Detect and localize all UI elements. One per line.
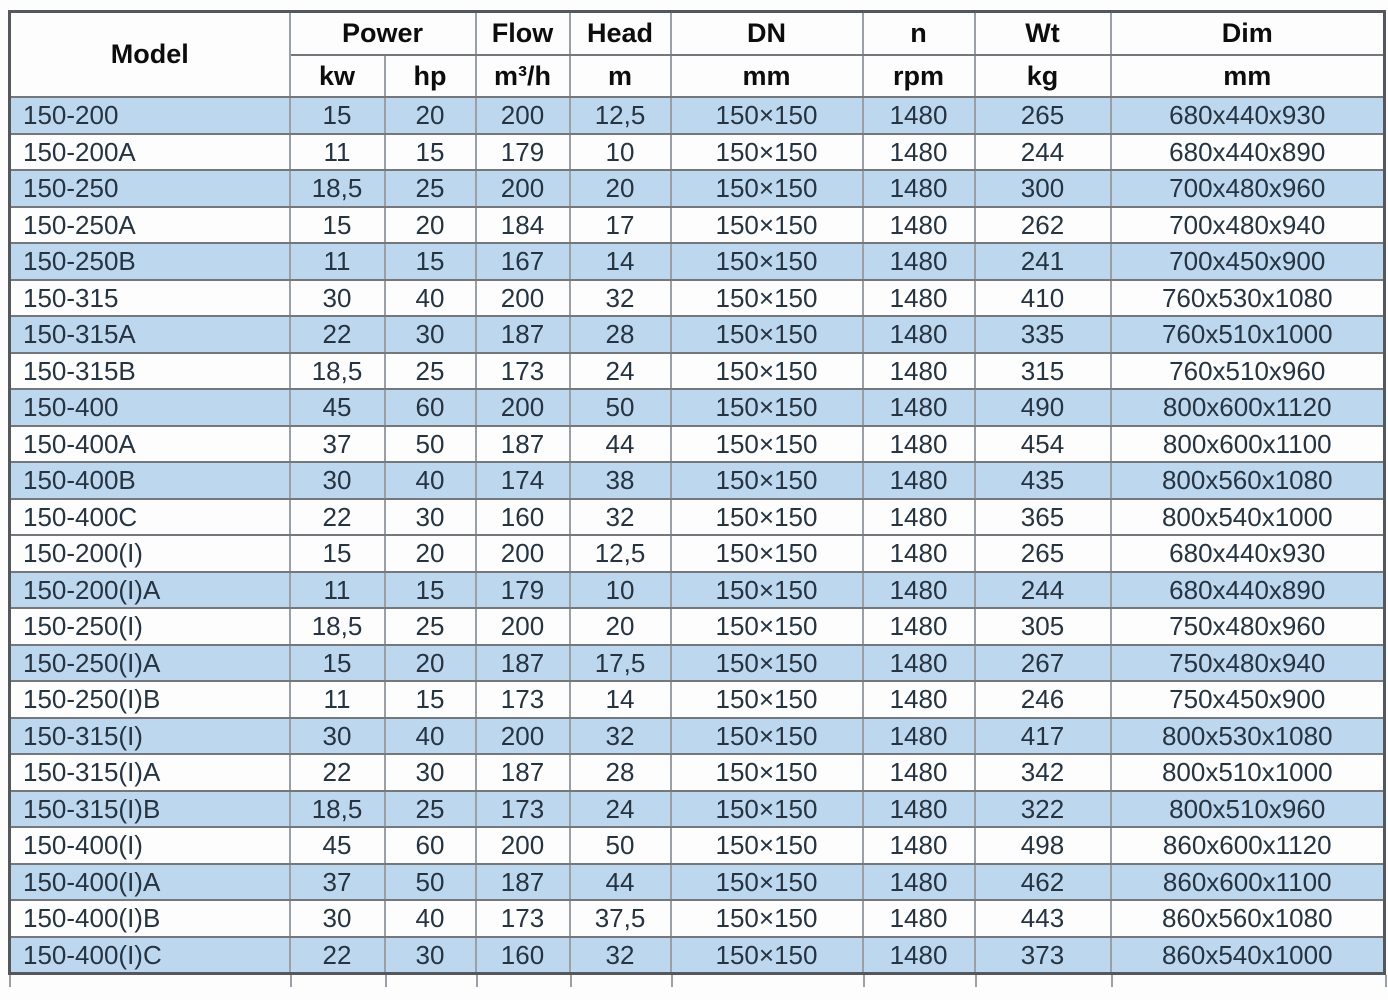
cell-model: 150-250(I)B: [10, 681, 290, 718]
cell-kw: 30: [290, 280, 385, 317]
cell-head: 17: [570, 207, 671, 244]
cell-model: 150-400: [10, 389, 290, 426]
cell-flow: 200: [476, 608, 570, 645]
cell-model: 150-400C: [10, 499, 290, 536]
cell-dim: 750x450x900: [1111, 681, 1385, 718]
pump-spec-table: [8, 10, 1386, 975]
cell-dn: 150×150: [671, 827, 863, 864]
table-row: [10, 134, 1385, 171]
cell-head: 50: [570, 827, 671, 864]
cell-n: 1480: [863, 791, 975, 828]
cell-n: 1480: [863, 462, 975, 499]
table-row: [10, 389, 1385, 426]
unit-header-head: m: [570, 55, 671, 98]
cell-n: 1480: [863, 243, 975, 280]
cell-dn: 150×150: [671, 937, 863, 974]
unit-header-dim: mm: [1111, 55, 1385, 98]
cell-dn: 150×150: [671, 389, 863, 426]
cell-dn: 150×150: [671, 207, 863, 244]
cell-flow: 187: [476, 316, 570, 353]
cell-n: 1480: [863, 645, 975, 682]
table-row: [10, 207, 1385, 244]
cell-wt: 244: [975, 134, 1111, 171]
table-row: [10, 864, 1385, 901]
cell-head: 17,5: [570, 645, 671, 682]
table-row: [10, 645, 1385, 682]
cell-n: 1480: [863, 535, 975, 572]
cell-head: 12,5: [570, 535, 671, 572]
cell-kw: 15: [290, 207, 385, 244]
cell-hp: 60: [385, 827, 476, 864]
cell-flow: 200: [476, 389, 570, 426]
cell-model: 150-200(I): [10, 535, 290, 572]
cell-dim: 680x440x930: [1111, 535, 1385, 572]
cell-n: 1480: [863, 900, 975, 937]
cell-head: 28: [570, 754, 671, 791]
col-header-flow: Flow: [476, 12, 570, 55]
cell-head: 32: [570, 280, 671, 317]
cell-hp: 15: [385, 134, 476, 171]
gridline-stub: [977, 975, 1113, 987]
cell-dim: 800x530x1080: [1111, 718, 1385, 755]
cell-model: 150-250: [10, 170, 290, 207]
cell-dim: 860x540x1000: [1111, 937, 1385, 974]
cell-model: 150-315B: [10, 353, 290, 390]
table-row: [10, 170, 1385, 207]
cell-head: 20: [570, 170, 671, 207]
cell-head: 14: [570, 681, 671, 718]
cell-hp: 20: [385, 97, 476, 134]
cell-kw: 11: [290, 243, 385, 280]
cell-kw: 45: [290, 827, 385, 864]
cell-wt: 244: [975, 572, 1111, 609]
cell-head: 37,5: [570, 900, 671, 937]
cell-n: 1480: [863, 937, 975, 974]
cell-model: 150-400A: [10, 426, 290, 463]
cell-head: 38: [570, 462, 671, 499]
table-row: [10, 280, 1385, 317]
unit-header-n: rpm: [863, 55, 975, 98]
cell-hp: 40: [385, 718, 476, 755]
cell-flow: 187: [476, 426, 570, 463]
cell-wt: 498: [975, 827, 1111, 864]
cell-wt: 462: [975, 864, 1111, 901]
table-row: [10, 97, 1385, 134]
gridline-stub: [865, 975, 977, 987]
cell-flow: 160: [476, 499, 570, 536]
cell-head: 32: [570, 718, 671, 755]
table-row: [10, 608, 1385, 645]
cell-wt: 435: [975, 462, 1111, 499]
cell-n: 1480: [863, 316, 975, 353]
cell-dim: 800x560x1080: [1111, 462, 1385, 499]
cell-model: 150-400(I)C: [10, 937, 290, 974]
cell-n: 1480: [863, 864, 975, 901]
cell-dn: 150×150: [671, 170, 863, 207]
gridline-stub: [478, 975, 572, 987]
cell-model: 150-400B: [10, 462, 290, 499]
cell-flow: 179: [476, 572, 570, 609]
gridline-stub: [673, 975, 865, 987]
cell-model: 150-315(I)A: [10, 754, 290, 791]
table-row: [10, 572, 1385, 609]
cell-hp: 15: [385, 572, 476, 609]
cell-wt: 322: [975, 791, 1111, 828]
cell-flow: 173: [476, 791, 570, 828]
cell-dim: 800x510x960: [1111, 791, 1385, 828]
cell-kw: 37: [290, 864, 385, 901]
col-header-dim: Dim: [1111, 12, 1385, 55]
cell-wt: 265: [975, 535, 1111, 572]
cell-dim: 700x480x940: [1111, 207, 1385, 244]
gridline-stub: [572, 975, 673, 987]
cell-kw: 15: [290, 97, 385, 134]
cell-wt: 443: [975, 900, 1111, 937]
cell-model: 150-400(I)A: [10, 864, 290, 901]
cell-flow: 174: [476, 462, 570, 499]
cell-hp: 50: [385, 864, 476, 901]
cell-dn: 150×150: [671, 499, 863, 536]
cell-model: 150-250B: [10, 243, 290, 280]
cell-n: 1480: [863, 608, 975, 645]
cell-hp: 20: [385, 207, 476, 244]
cell-head: 14: [570, 243, 671, 280]
cell-kw: 30: [290, 462, 385, 499]
cell-model: 150-400(I): [10, 827, 290, 864]
cell-hp: 25: [385, 608, 476, 645]
cell-dn: 150×150: [671, 900, 863, 937]
cell-kw: 18,5: [290, 353, 385, 390]
cell-flow: 200: [476, 718, 570, 755]
cell-hp: 15: [385, 681, 476, 718]
truncated-row-gridlines: [9, 975, 1387, 987]
cell-dim: 800x540x1000: [1111, 499, 1385, 536]
cell-flow: 187: [476, 864, 570, 901]
table-header: [10, 12, 1385, 98]
cell-wt: 365: [975, 499, 1111, 536]
cell-n: 1480: [863, 718, 975, 755]
cell-flow: 160: [476, 937, 570, 974]
cell-hp: 40: [385, 280, 476, 317]
cell-wt: 410: [975, 280, 1111, 317]
cell-kw: 15: [290, 645, 385, 682]
table-row: [10, 900, 1385, 937]
cell-wt: 454: [975, 426, 1111, 463]
cell-head: 44: [570, 426, 671, 463]
cell-flow: 184: [476, 207, 570, 244]
cell-model: 150-200A: [10, 134, 290, 171]
cell-n: 1480: [863, 97, 975, 134]
cell-dim: 700x450x900: [1111, 243, 1385, 280]
gridline-stub: [292, 975, 387, 987]
cell-head: 24: [570, 353, 671, 390]
cell-wt: 417: [975, 718, 1111, 755]
cell-flow: 187: [476, 754, 570, 791]
cell-head: 50: [570, 389, 671, 426]
cell-dim: 800x600x1100: [1111, 426, 1385, 463]
cell-dn: 150×150: [671, 754, 863, 791]
cell-wt: 490: [975, 389, 1111, 426]
cell-wt: 335: [975, 316, 1111, 353]
cell-kw: 11: [290, 681, 385, 718]
cell-wt: 241: [975, 243, 1111, 280]
cell-head: 10: [570, 134, 671, 171]
cell-flow: 187: [476, 645, 570, 682]
cell-hp: 20: [385, 645, 476, 682]
cell-kw: 37: [290, 426, 385, 463]
unit-header-flow: m³/h: [476, 55, 570, 98]
cell-dim: 760x510x1000: [1111, 316, 1385, 353]
header-row-labels: [10, 12, 1385, 55]
cell-hp: 30: [385, 316, 476, 353]
cell-n: 1480: [863, 134, 975, 171]
cell-dn: 150×150: [671, 97, 863, 134]
cell-dim: 680x440x890: [1111, 134, 1385, 171]
unit-header-kw: kw: [290, 55, 385, 98]
col-header-dn: DN: [671, 12, 863, 55]
cell-wt: 300: [975, 170, 1111, 207]
cell-model: 150-315: [10, 280, 290, 317]
cell-flow: 200: [476, 280, 570, 317]
cell-kw: 45: [290, 389, 385, 426]
cell-hp: 50: [385, 426, 476, 463]
cell-dn: 150×150: [671, 353, 863, 390]
table-row: [10, 754, 1385, 791]
cell-dim: 800x510x1000: [1111, 754, 1385, 791]
cell-hp: 20: [385, 535, 476, 572]
cell-n: 1480: [863, 827, 975, 864]
cell-hp: 30: [385, 937, 476, 974]
unit-header-wt: kg: [975, 55, 1111, 98]
cell-dn: 150×150: [671, 243, 863, 280]
cell-kw: 11: [290, 134, 385, 171]
cell-n: 1480: [863, 280, 975, 317]
cell-hp: 25: [385, 353, 476, 390]
cell-dn: 150×150: [671, 426, 863, 463]
gridline-stub: [1113, 975, 1387, 987]
cell-flow: 200: [476, 827, 570, 864]
table-row: [10, 535, 1385, 572]
cell-wt: 315: [975, 353, 1111, 390]
table-row: [10, 718, 1385, 755]
cell-model: 150-400(I)B: [10, 900, 290, 937]
cell-n: 1480: [863, 754, 975, 791]
cell-head: 32: [570, 499, 671, 536]
cell-dim: 750x480x960: [1111, 608, 1385, 645]
cell-flow: 179: [476, 134, 570, 171]
cell-hp: 60: [385, 389, 476, 426]
cell-head: 44: [570, 864, 671, 901]
table-row: [10, 827, 1385, 864]
cell-kw: 22: [290, 316, 385, 353]
cell-head: 24: [570, 791, 671, 828]
cell-flow: 173: [476, 681, 570, 718]
cell-model: 150-250A: [10, 207, 290, 244]
cell-model: 150-315(I): [10, 718, 290, 755]
table-row: [10, 681, 1385, 718]
cell-dim: 700x480x960: [1111, 170, 1385, 207]
cell-kw: 30: [290, 718, 385, 755]
col-header-wt: Wt: [975, 12, 1111, 55]
gridline-stub: [11, 975, 292, 987]
cell-n: 1480: [863, 207, 975, 244]
cell-dn: 150×150: [671, 134, 863, 171]
cell-dim: 760x530x1080: [1111, 280, 1385, 317]
cell-dn: 150×150: [671, 608, 863, 645]
table-row: [10, 462, 1385, 499]
cell-wt: 373: [975, 937, 1111, 974]
cell-dn: 150×150: [671, 864, 863, 901]
table-row: [10, 791, 1385, 828]
col-header-n: n: [863, 12, 975, 55]
cell-dn: 150×150: [671, 718, 863, 755]
cell-n: 1480: [863, 170, 975, 207]
cell-head: 28: [570, 316, 671, 353]
cell-dn: 150×150: [671, 280, 863, 317]
cell-model: 150-315(I)B: [10, 791, 290, 828]
cell-hp: 40: [385, 900, 476, 937]
table-row: [10, 426, 1385, 463]
cell-head: 32: [570, 937, 671, 974]
cell-flow: 173: [476, 900, 570, 937]
cell-dim: 760x510x960: [1111, 353, 1385, 390]
cell-n: 1480: [863, 572, 975, 609]
table-body: [10, 97, 1385, 974]
cell-dim: 680x440x890: [1111, 572, 1385, 609]
cell-kw: 18,5: [290, 170, 385, 207]
cell-model: 150-250(I)A: [10, 645, 290, 682]
cell-hp: 25: [385, 791, 476, 828]
cell-head: 12,5: [570, 97, 671, 134]
table-row: [10, 243, 1385, 280]
cell-wt: 267: [975, 645, 1111, 682]
cell-model: 150-250(I): [10, 608, 290, 645]
cell-kw: 15: [290, 535, 385, 572]
unit-header-dn: mm: [671, 55, 863, 98]
cell-flow: 173: [476, 353, 570, 390]
cell-n: 1480: [863, 426, 975, 463]
table-row: [10, 937, 1385, 974]
cell-hp: 25: [385, 170, 476, 207]
cell-dim: 680x440x930: [1111, 97, 1385, 134]
cell-kw: 18,5: [290, 608, 385, 645]
cell-dim: 860x600x1100: [1111, 864, 1385, 901]
cell-n: 1480: [863, 499, 975, 536]
cell-dn: 150×150: [671, 681, 863, 718]
cell-model: 150-200: [10, 97, 290, 134]
cell-dim: 860x560x1080: [1111, 900, 1385, 937]
cell-kw: 22: [290, 499, 385, 536]
cell-flow: 167: [476, 243, 570, 280]
cell-model: 150-315A: [10, 316, 290, 353]
cell-wt: 305: [975, 608, 1111, 645]
cell-dn: 150×150: [671, 791, 863, 828]
cell-kw: 22: [290, 754, 385, 791]
cell-dn: 150×150: [671, 462, 863, 499]
cell-kw: 18,5: [290, 791, 385, 828]
cell-head: 20: [570, 608, 671, 645]
cell-wt: 262: [975, 207, 1111, 244]
cell-kw: 30: [290, 900, 385, 937]
gridline-stub: [387, 975, 478, 987]
cell-flow: 200: [476, 170, 570, 207]
cell-kw: 11: [290, 572, 385, 609]
cell-n: 1480: [863, 389, 975, 426]
cell-dn: 150×150: [671, 572, 863, 609]
table-row: [10, 316, 1385, 353]
cell-wt: 265: [975, 97, 1111, 134]
cell-dn: 150×150: [671, 316, 863, 353]
col-header-power: Power: [290, 12, 476, 55]
cell-dim: 860x600x1120: [1111, 827, 1385, 864]
cell-dim: 800x600x1120: [1111, 389, 1385, 426]
pump-spec-table-wrap: [8, 10, 1387, 987]
cell-flow: 200: [476, 535, 570, 572]
cell-model: 150-200(I)A: [10, 572, 290, 609]
table-row: [10, 499, 1385, 536]
cell-head: 10: [570, 572, 671, 609]
col-header-model: Model: [10, 12, 290, 98]
cell-wt: 246: [975, 681, 1111, 718]
cell-kw: 22: [290, 937, 385, 974]
cell-dn: 150×150: [671, 645, 863, 682]
cell-n: 1480: [863, 353, 975, 390]
cell-hp: 30: [385, 499, 476, 536]
cell-dim: 750x480x940: [1111, 645, 1385, 682]
unit-header-hp: hp: [385, 55, 476, 98]
cell-hp: 30: [385, 754, 476, 791]
cell-n: 1480: [863, 681, 975, 718]
cell-hp: 15: [385, 243, 476, 280]
cell-hp: 40: [385, 462, 476, 499]
col-header-head: Head: [570, 12, 671, 55]
table-row: [10, 353, 1385, 390]
cell-flow: 200: [476, 97, 570, 134]
cell-wt: 342: [975, 754, 1111, 791]
cell-dn: 150×150: [671, 535, 863, 572]
